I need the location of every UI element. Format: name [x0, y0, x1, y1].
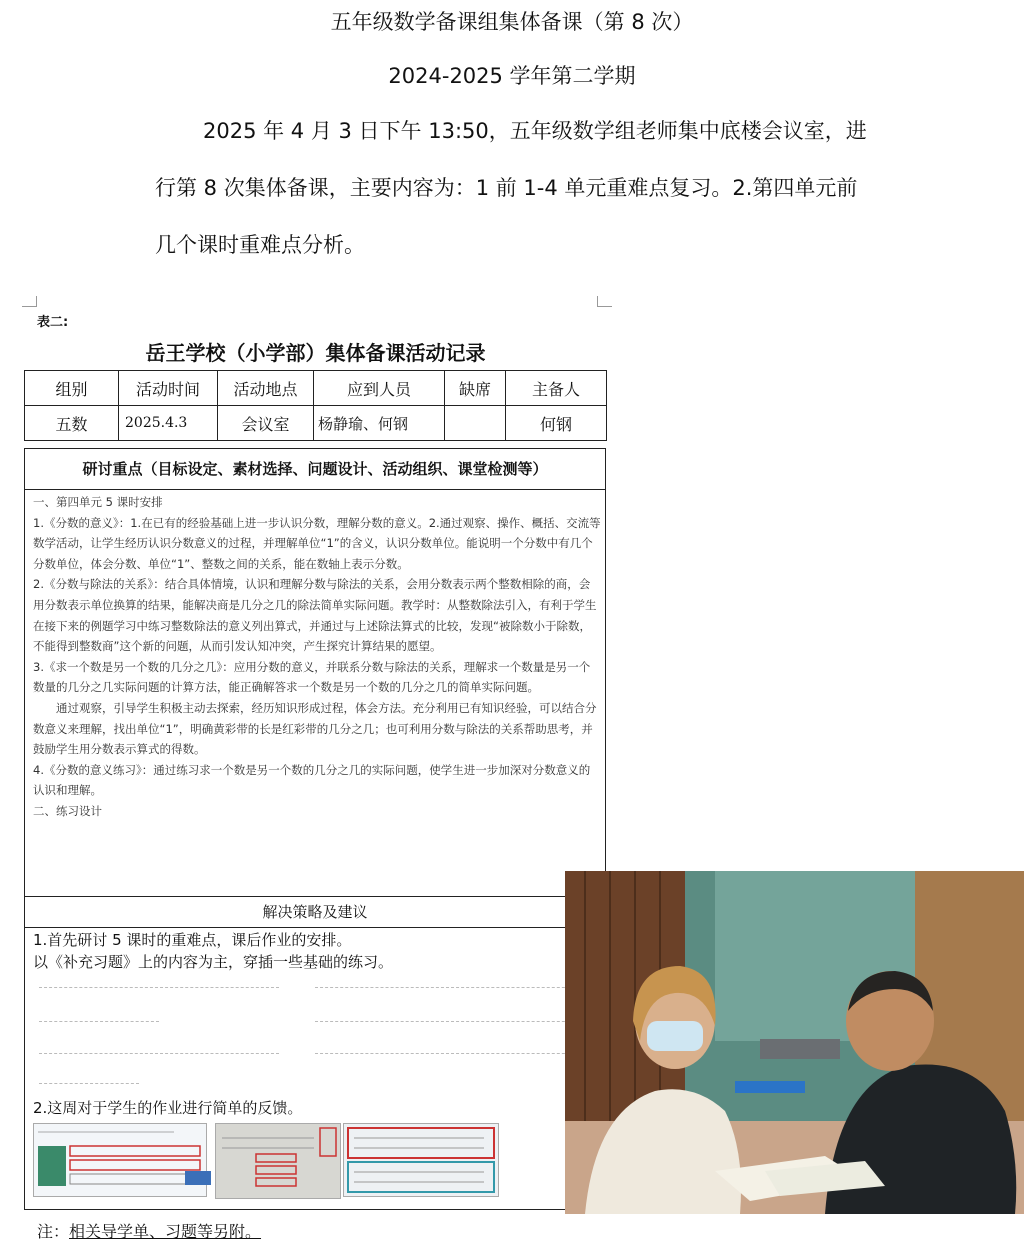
meeting-photo — [565, 871, 1024, 1214]
header-cell: 缺席 — [445, 371, 506, 406]
focus-line: 2.《分数与除法的关系》：结合具体情境，认识和理解分数与除法的关系，会用分数表示两个整数相除的商，会用分数表示单位换算的结果，能解决商是几分之几的除法简单实际问题。教学时：从整数除法引入，有利于学生在接下来的例题学习中练习整数除法的意义列出算式，并通过与上述除法算式的比较，发现“被除数小于除数，不能得到整数商”这个新的问题，从而引发认知冲突，产生探究计算结果的愿望。 — [33, 577, 597, 654]
cell-time: 2025.4.3 — [119, 406, 218, 441]
table-label: 表二: — [37, 315, 69, 330]
crop-mark-right — [597, 296, 612, 307]
page-title: 五年级数学备课组集体备课（第 8 次） — [330, 10, 694, 34]
feedback-screenshot-2 — [215, 1123, 341, 1199]
strategy-line: 1.首先研讨 5 课时的重难点，课后作业的安排。 — [33, 931, 352, 949]
strategy-content — [24, 927, 606, 1210]
feedback-line: 2.这周对于学生的作业进行简单的反馈。 — [33, 1099, 303, 1117]
footnote-text: 相关导学单、习题等另附。 — [69, 1222, 262, 1241]
feedback-screenshot-3 — [343, 1123, 499, 1197]
focus-line: 通过观察，引导学生积极主动去探索，经历知识形成过程，体会方法。充分利用已有知识经验，可以结合分数意义来理解，找出单位“1”，明确黄彩带的长是红彩带的几分之几；也可利用分数与除法的关系帮助思考，并鼓励学生用分数表示算式的得数。 — [33, 700, 597, 757]
header-cell: 主备人 — [506, 371, 607, 406]
strategy-heading: 解决策略及建议 — [24, 896, 606, 928]
cell-absent — [445, 406, 506, 441]
focus-line: 一、第四单元 5 课时安排 — [33, 495, 163, 509]
exercise-snippet — [39, 1047, 279, 1054]
focus-heading: 研讨重点（目标设定、素材选择、问题设计、活动组织、课堂检测等） — [24, 448, 606, 490]
focus-content — [24, 490, 606, 896]
crop-mark-left — [22, 296, 37, 307]
exercise-snippet — [315, 1047, 585, 1054]
header-cell: 活动地点 — [218, 371, 314, 406]
summary-paragraph: 2025 年 4 月 3 日下午 13:50，五年级数学组老师集中底楼会议室，进行第 8 次集体备课，主要内容为：1 前 1-4 单元重难点复习。2.第四单元前几个课时重难点分析。 — [155, 119, 867, 257]
record-title: 岳王学校（小学部）集体备课活动记录 — [145, 341, 486, 365]
exercise-snippet — [315, 1015, 585, 1022]
feedback-screenshot-1 — [33, 1123, 207, 1197]
table-header-row — [25, 371, 607, 406]
term-subtitle: 2024-2025 学年第二学期 — [388, 64, 636, 88]
feedback-screenshot-graphic — [216, 1124, 340, 1198]
table-row — [25, 406, 607, 441]
exercise-snippet — [39, 981, 279, 988]
focus-line: 4.《分数的意义练习》：通过练习求一个数是另一个数的几分之几的实际问题，使学生进一步加深对分数意义的认识和理解。 — [33, 762, 591, 798]
footnote — [37, 1219, 261, 1242]
exercise-snippet — [315, 981, 585, 988]
exercise-snippet — [39, 1015, 159, 1022]
header-cell: 组别 — [25, 371, 119, 406]
cell-place: 会议室 — [218, 406, 314, 441]
cell-attendees: 杨静瑜、何钢 — [314, 406, 445, 441]
header-cell: 活动时间 — [119, 371, 218, 406]
exercise-snippet — [39, 1077, 139, 1084]
feedback-screenshot-graphic — [344, 1124, 498, 1196]
cell-group: 五数 — [25, 406, 119, 441]
feedback-screenshot-graphic — [34, 1124, 206, 1196]
strategy-line: 以《补充习题》上的内容为主，穿插一些基础的练习。 — [33, 953, 394, 971]
focus-line: 3.《求一个数是另一个数的几分之几》：应用分数的意义，并联系分数与除法的关系，理解求一个数量是另一个数量的几分之几实际问题的计算方法，能正确解答求一个数是另一个数的几分之几的简单实际问题。 — [33, 659, 591, 695]
focus-line: 1.《分数的意义》：1.在已有的经验基础上进一步认识分数，理解分数的意义。2.通过观察、操作、概括、交流等数学活动，让学生经历认识分数意义的过程，并理解单位“1”的含义，认识分数单位。能说明一个分数中有几个分数单位，体会分数、单位“1”、整数之间的关系，能在数轴上表示分数。 — [33, 515, 601, 571]
record-table — [24, 370, 607, 441]
focus-line: 二、练习设计 — [33, 803, 102, 818]
footnote-prefix: 注： — [37, 1222, 70, 1241]
cell-lead: 何钢 — [506, 406, 607, 441]
arrow-box — [185, 1171, 211, 1185]
header-cell: 应到人员 — [314, 371, 445, 406]
meeting-photo-graphic — [565, 871, 1024, 1214]
